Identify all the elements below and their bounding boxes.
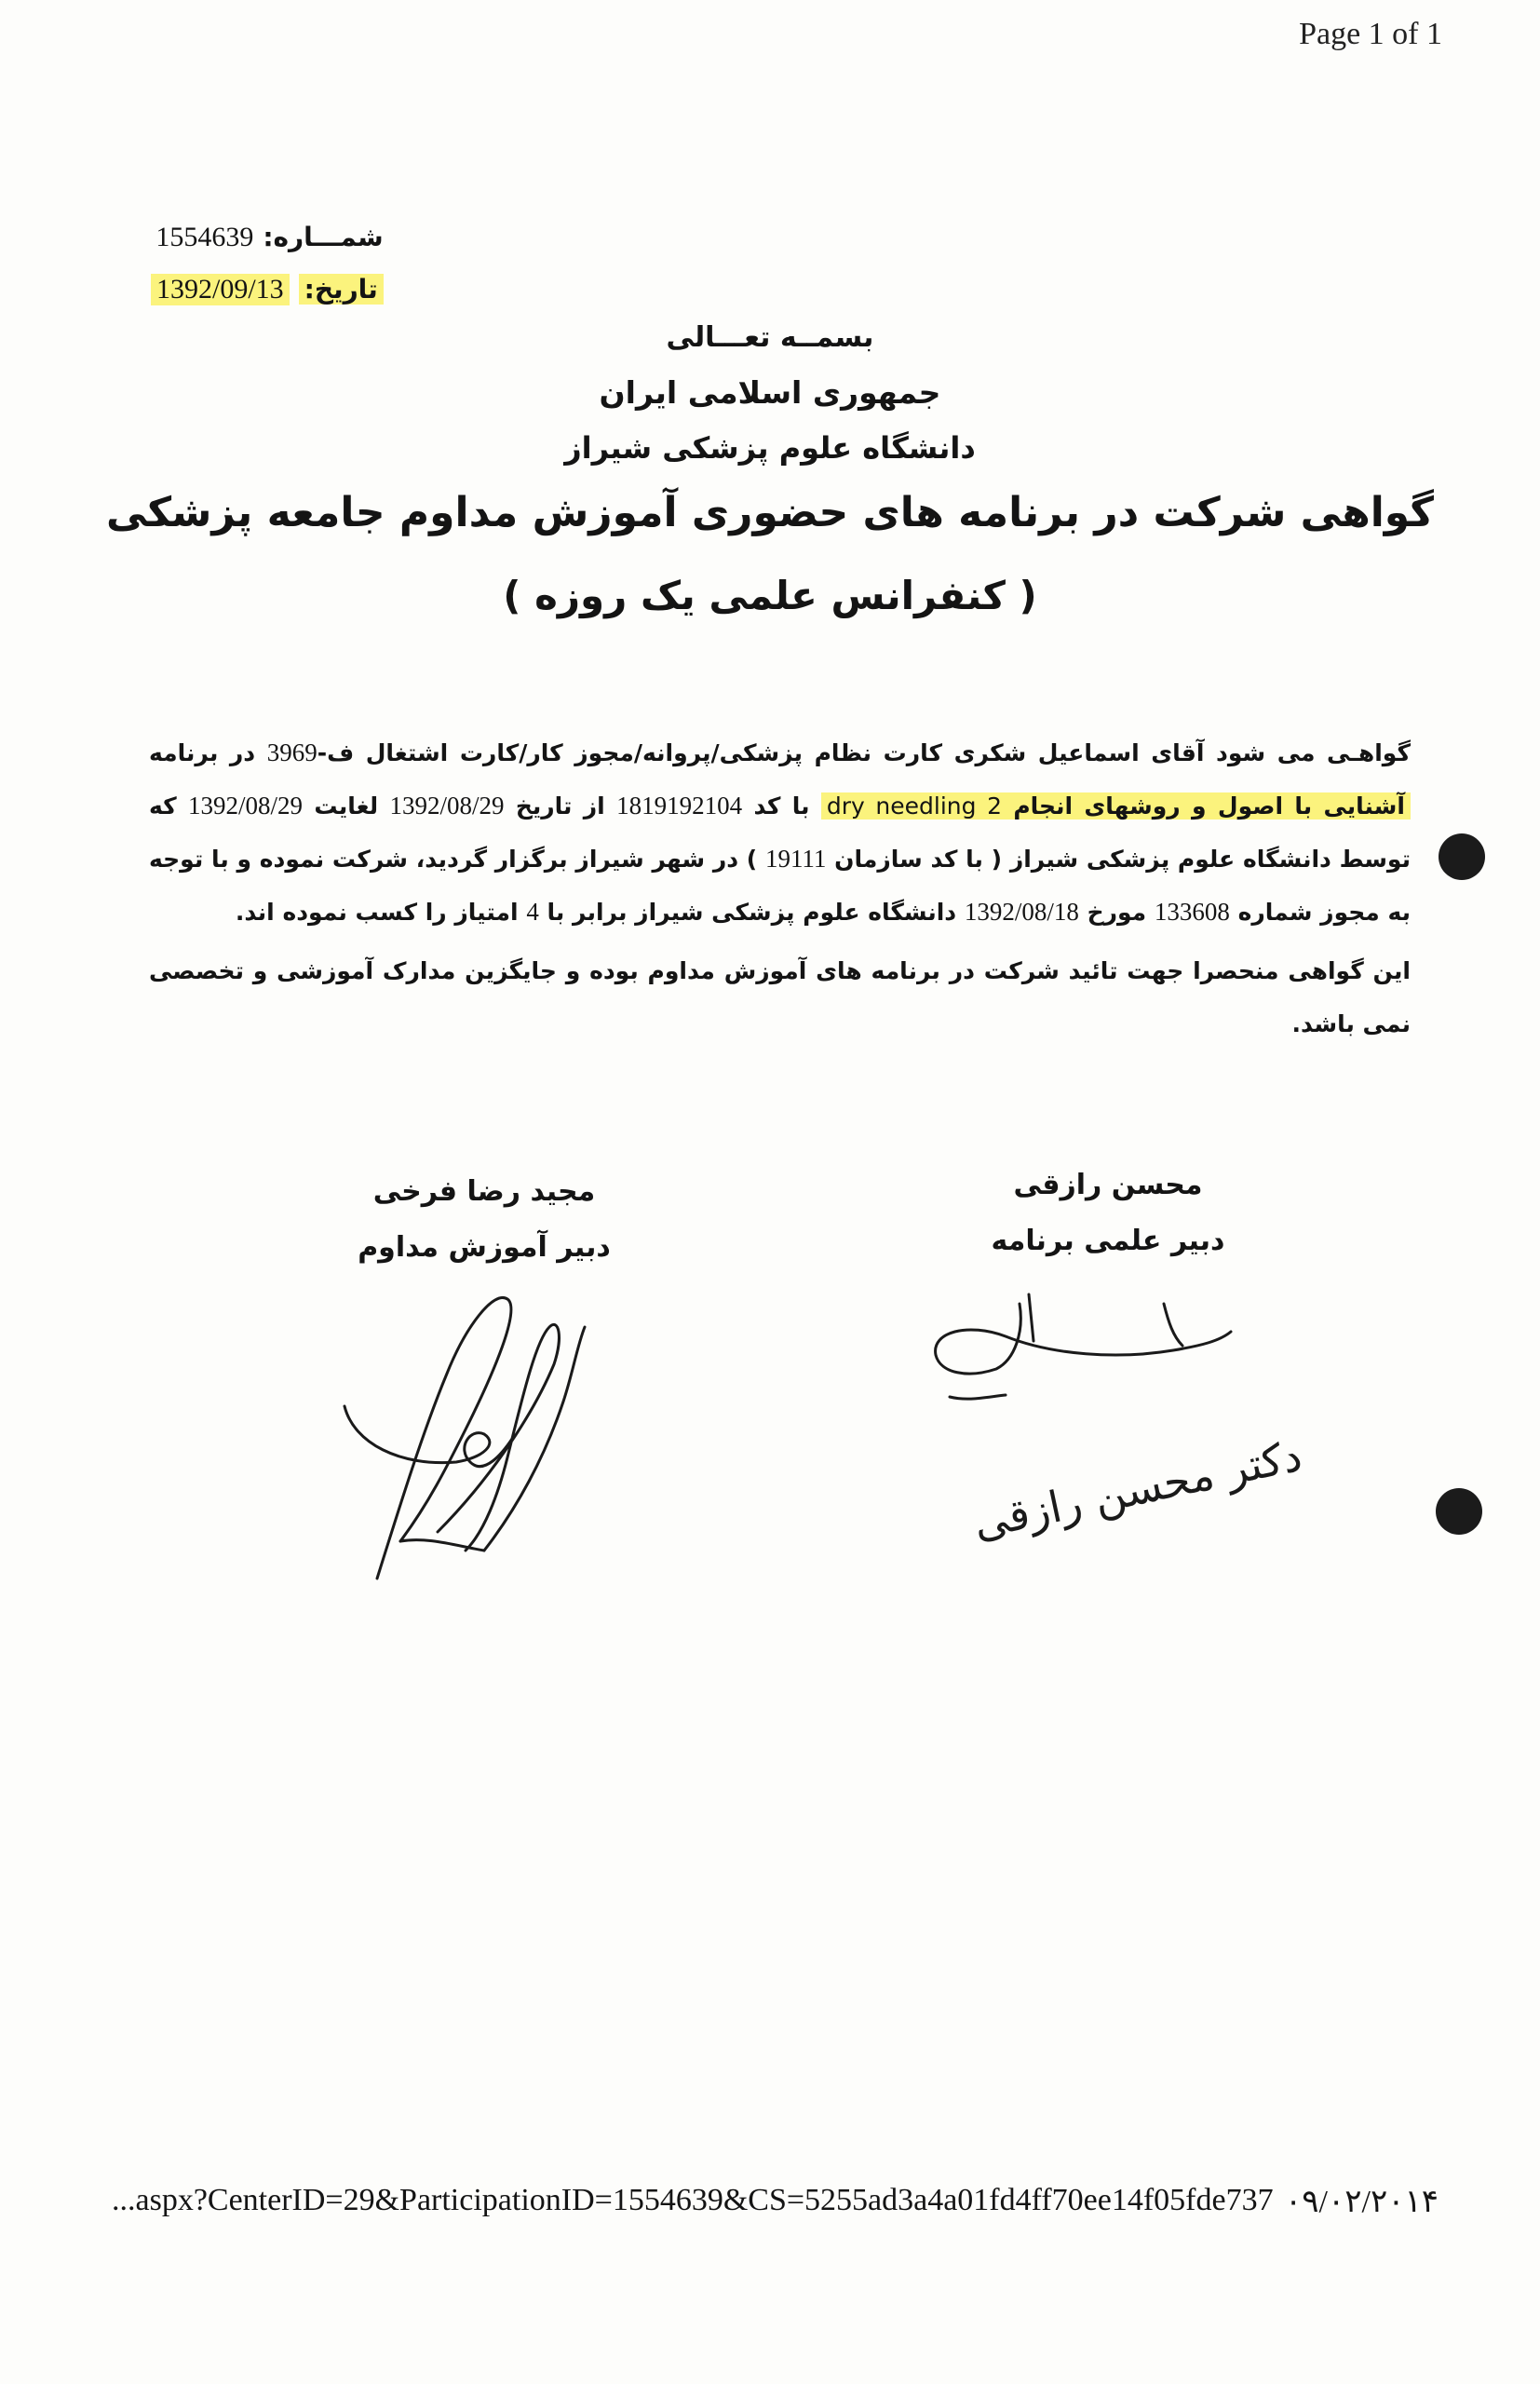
signatory-left xyxy=(307,1175,661,1287)
punch-hole xyxy=(1436,1488,1482,1535)
body-segment: گواهـی می شود آقای اسماعیل شکری کارت نظام پزشکی/پروانه/مجوز کار/کارت اشتغال ف- xyxy=(317,739,1411,766)
body-segment: لغایت xyxy=(314,792,379,820)
disclaimer-note: این گواهی منحصرا جهت تائید شرکت در برنامه های آموزش مداوم بوده و جایگزین مدارک آموزشی و تخصصی نمی باشد. xyxy=(149,957,1411,1037)
punch-hole xyxy=(1439,833,1485,880)
permit-date: 1392/08/18 xyxy=(964,898,1079,926)
date-label: تاریخ: xyxy=(299,274,384,305)
certificate-subtitle: ( کنفرانس علمی یک روزه ) xyxy=(503,573,1037,618)
body-segment: با کد xyxy=(753,792,810,820)
license-number: 3969 xyxy=(266,738,317,766)
left-signature xyxy=(344,1271,624,1588)
program-code: 1819192104 xyxy=(616,792,743,820)
document-meta xyxy=(151,222,384,326)
program-name-highlight xyxy=(821,792,1411,820)
footer-date: ۰۹/۰۲/۲۰۱۴ xyxy=(1285,2185,1439,2219)
number-value: 1554639 xyxy=(155,222,254,252)
university-heading: دانشگاه علوم پزشکی شیراز xyxy=(564,430,976,466)
date-row xyxy=(151,274,384,326)
right-signature-handwriting: دکتر محسن رازقی xyxy=(968,1429,1306,1550)
footer-url: ...aspx?CenterID=29&ParticipationID=1554639&CS=5255ad3a4a01fd4ff70ee14f05fde737 xyxy=(112,2183,1274,2217)
signatory-right xyxy=(922,1169,1294,1280)
bismillah-heading: بسمــه تعـــالی xyxy=(666,321,874,354)
number-row xyxy=(151,222,384,274)
program-name: آشنایی با اصول و روشهای انجام xyxy=(1013,792,1405,820)
certificate-title: گواهی شرکت در برنامه های حضوری آموزش مداوم جامعه پزشکی xyxy=(106,489,1434,536)
body-segment: در برنامه xyxy=(149,739,256,766)
date-value: 1392/09/13 xyxy=(151,274,290,305)
body-segment: ) در شهر شیراز برگزار گردید، شرکت نموده و با توجه به مجوز شماره xyxy=(149,846,1411,926)
left-signatory-title: دبیر آموزش مداوم xyxy=(358,1231,611,1264)
body-segment: امتیاز را کسب نموده اند. xyxy=(235,899,519,926)
body-segment: از تاریخ xyxy=(515,792,605,820)
body-segment: دانشگاه علوم پزشکی شیراز برابر با xyxy=(547,899,957,926)
date-from: 1392/08/29 xyxy=(389,792,505,820)
body-segment: که توسط دانشگاه علوم پزشکی شیراز ( با کد سازمان xyxy=(149,792,1411,873)
right-signature xyxy=(931,1285,1306,1583)
program-name-english: dry needling 2 xyxy=(826,792,1002,820)
organization-code: 19111 xyxy=(764,845,827,873)
left-signatory-name: مجید رضا فرخی xyxy=(372,1175,596,1208)
page-number: Page 1 of 1 xyxy=(1299,17,1442,51)
print-footer xyxy=(112,2183,1439,2224)
points-value: 4 xyxy=(526,898,539,926)
certificate-body xyxy=(149,726,1411,1050)
body-segment: مورخ xyxy=(1087,899,1147,926)
right-signatory-name: محسن رازقی xyxy=(1013,1169,1203,1201)
permit-number: 133608 xyxy=(1154,898,1230,926)
date-to: 1392/08/29 xyxy=(188,792,304,820)
republic-heading: جمهوری اسلامی ایران xyxy=(599,374,941,411)
number-label: شمـــاره: xyxy=(263,222,384,252)
body-paragraph xyxy=(149,726,1411,939)
right-signatory-title: دبیر علمی برنامه xyxy=(991,1225,1225,1257)
